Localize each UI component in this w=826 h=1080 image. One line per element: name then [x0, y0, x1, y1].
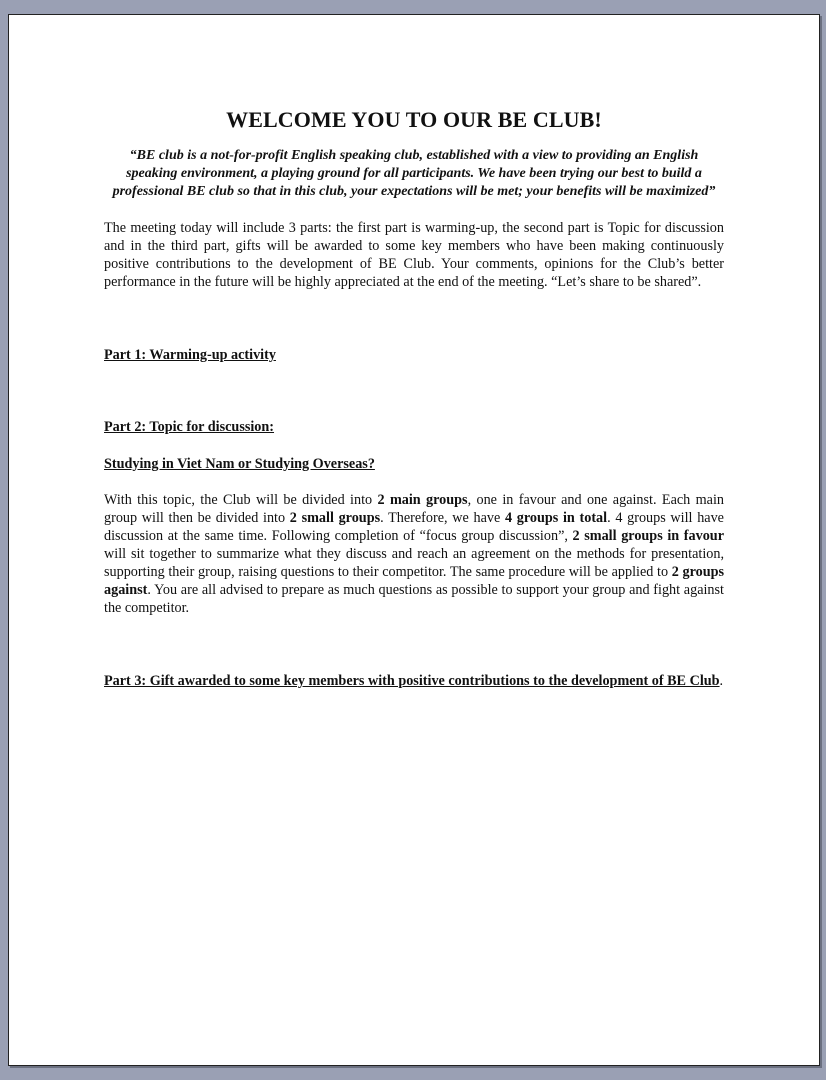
- topic-heading: Studying in Viet Nam or Studying Overseas?: [104, 456, 375, 472]
- part3-trailing: .: [719, 673, 724, 689]
- document-page: [8, 14, 820, 1066]
- part1-heading: Part 1: Warming-up activity: [104, 347, 276, 363]
- topic-text-2: , one in favour and one against. Each main group will then be divided into: [104, 492, 724, 526]
- topic-text-5: will sit together to summarize what they discuss and reach an agreement on the methods for presentation, supporting their group, raising questions to their competitor. The same procedure will be applied to: [104, 546, 724, 580]
- topic-text-3: . Therefore, we have: [380, 510, 505, 526]
- intro-quote: “BE club is a not-for-profit English speaking club, established with a view to providing an English speaking environment, a playing ground for all participants. We have been trying our best to build a professional BE club so that in this club, your expectations will be met; your benefits will be maximized”: [112, 148, 716, 199]
- topic-text-1: With this topic, the Club will be divided into: [104, 492, 378, 508]
- meeting-paragraph: The meeting today will include 3 parts: the first part is warming-up, the second part is Topic for discussion and in the third part, gifts will be awarded to some key members who have been making continuously positive contributions to the development of BE Club. Your comments, opinions for the Club’s better performance in the future will be highly appreciated at the end of the meeting. “Let’s share to be shared”.: [104, 220, 724, 290]
- topic-bold-groups-favour: 2 small groups in favour: [572, 528, 724, 544]
- topic-bold-main-groups: 2 main groups: [377, 492, 468, 508]
- topic-bold-groups-against: 2 groups against: [104, 564, 725, 598]
- document-title: WELCOME YOU TO OUR BE CLUB!: [226, 107, 602, 132]
- topic-bold-groups-total: 4 groups in total: [504, 510, 608, 526]
- topic-bold-small-groups: 2 small groups: [289, 510, 381, 526]
- topic-paragraph: [104, 491, 724, 617]
- topic-text-4: . 4 groups will have discussion at the same time. Following completion of “focus group discussion”,: [104, 510, 724, 544]
- part3-heading: Part 3: Gift awarded to some key members with positive contributions to the development of BE Club: [104, 673, 720, 689]
- part2-heading: Part 2: Topic for discussion:: [104, 419, 275, 435]
- document-content: [104, 107, 724, 690]
- part3-block: [104, 672, 724, 690]
- topic-text-6: . You are all advised to prepare as much questions as possible to support your group and fight against the competitor.: [104, 582, 724, 616]
